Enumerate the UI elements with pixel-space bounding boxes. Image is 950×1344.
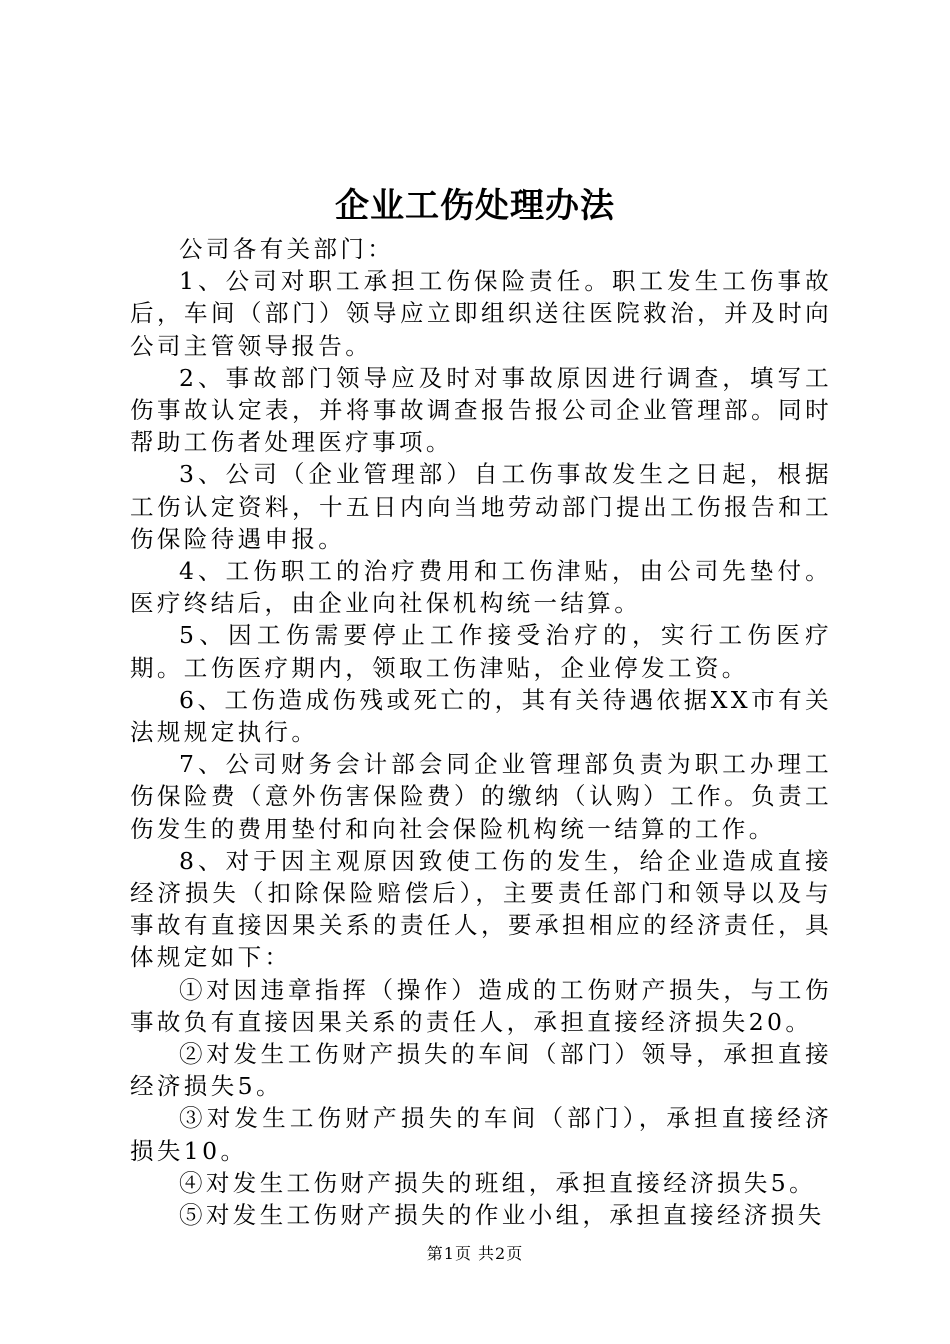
document-body [130, 233, 832, 1231]
rule-item-2: ②对发生工伤财产损失的车间（部门）领导，承担直接经济损失5。 [130, 1040, 832, 1101]
paragraph-8: 8、对于因主观原因致使工伤的发生，给企业造成直接经济损失（扣除保险赔偿后），主要责任部门和领导以及与事故有直接因果关系的责任人，要承担相应的经济责任，具体规定如下： [130, 846, 832, 972]
paragraph-3: 3、公司（企业管理部）自工伤事故发生之日起，根据工伤认定资料，十五日内向当地劳动部门提出工伤报告和工伤保险待遇申报。 [130, 460, 832, 553]
rule-item-1: ①对因违章指挥（操作）造成的工伤财产损失，与工伤事故负有直接因果关系的责任人，承担直接经济损失20。 [130, 975, 832, 1036]
paragraph-2: 2、事故部门领导应及时对事故原因进行调查，填写工伤事故认定表，并将事故调查报告报公司企业管理部。同时帮助工伤者处理医疗事项。 [130, 363, 832, 457]
page-number-footer: 第1页 共2页 [426, 1244, 524, 1263]
document-title: 企业工伤处理办法 [335, 186, 615, 226]
paragraph-1: 1、公司对职工承担工伤保险责任。职工发生工伤事故后，车间（部门）领导应立即组织送往医院救治，并及时向公司主管领导报告。 [130, 267, 832, 360]
paragraph-5: 5、因工伤需要停止工作接受治疗的，实行工伤医疗期。工伤医疗期内，领取工伤津贴，企业停发工资。 [130, 621, 832, 682]
rule-item-5: ⑤对发生工伤财产损失的作业小组，承担直接经济损失 [179, 1201, 825, 1230]
rule-item-4: ④对发生工伤财产损失的班组，承担直接经济损失5。 [179, 1168, 817, 1197]
salutation: 公司各有关部门： [179, 235, 395, 263]
paragraph-4: 4、工伤职工的治疗费用和工伤津贴，由公司先垫付。医疗终结后，由企业向社保机构统一结算。 [130, 557, 832, 618]
rule-item-3: ③对发生工伤财产损失的车间（部门），承担直接经济损失10。 [130, 1104, 832, 1165]
paragraph-6: 6、工伤造成伤残或死亡的，其有关待遇依据XX市有关法规规定执行。 [130, 685, 832, 747]
paragraph-7: 7、公司财务会计部会同企业管理部负责为职工办理工伤保险费（意外伤害保险费）的缴纳（认购）工作。负责工伤发生的费用垫付和向社会保险机构统一结算的工作。 [130, 750, 832, 843]
